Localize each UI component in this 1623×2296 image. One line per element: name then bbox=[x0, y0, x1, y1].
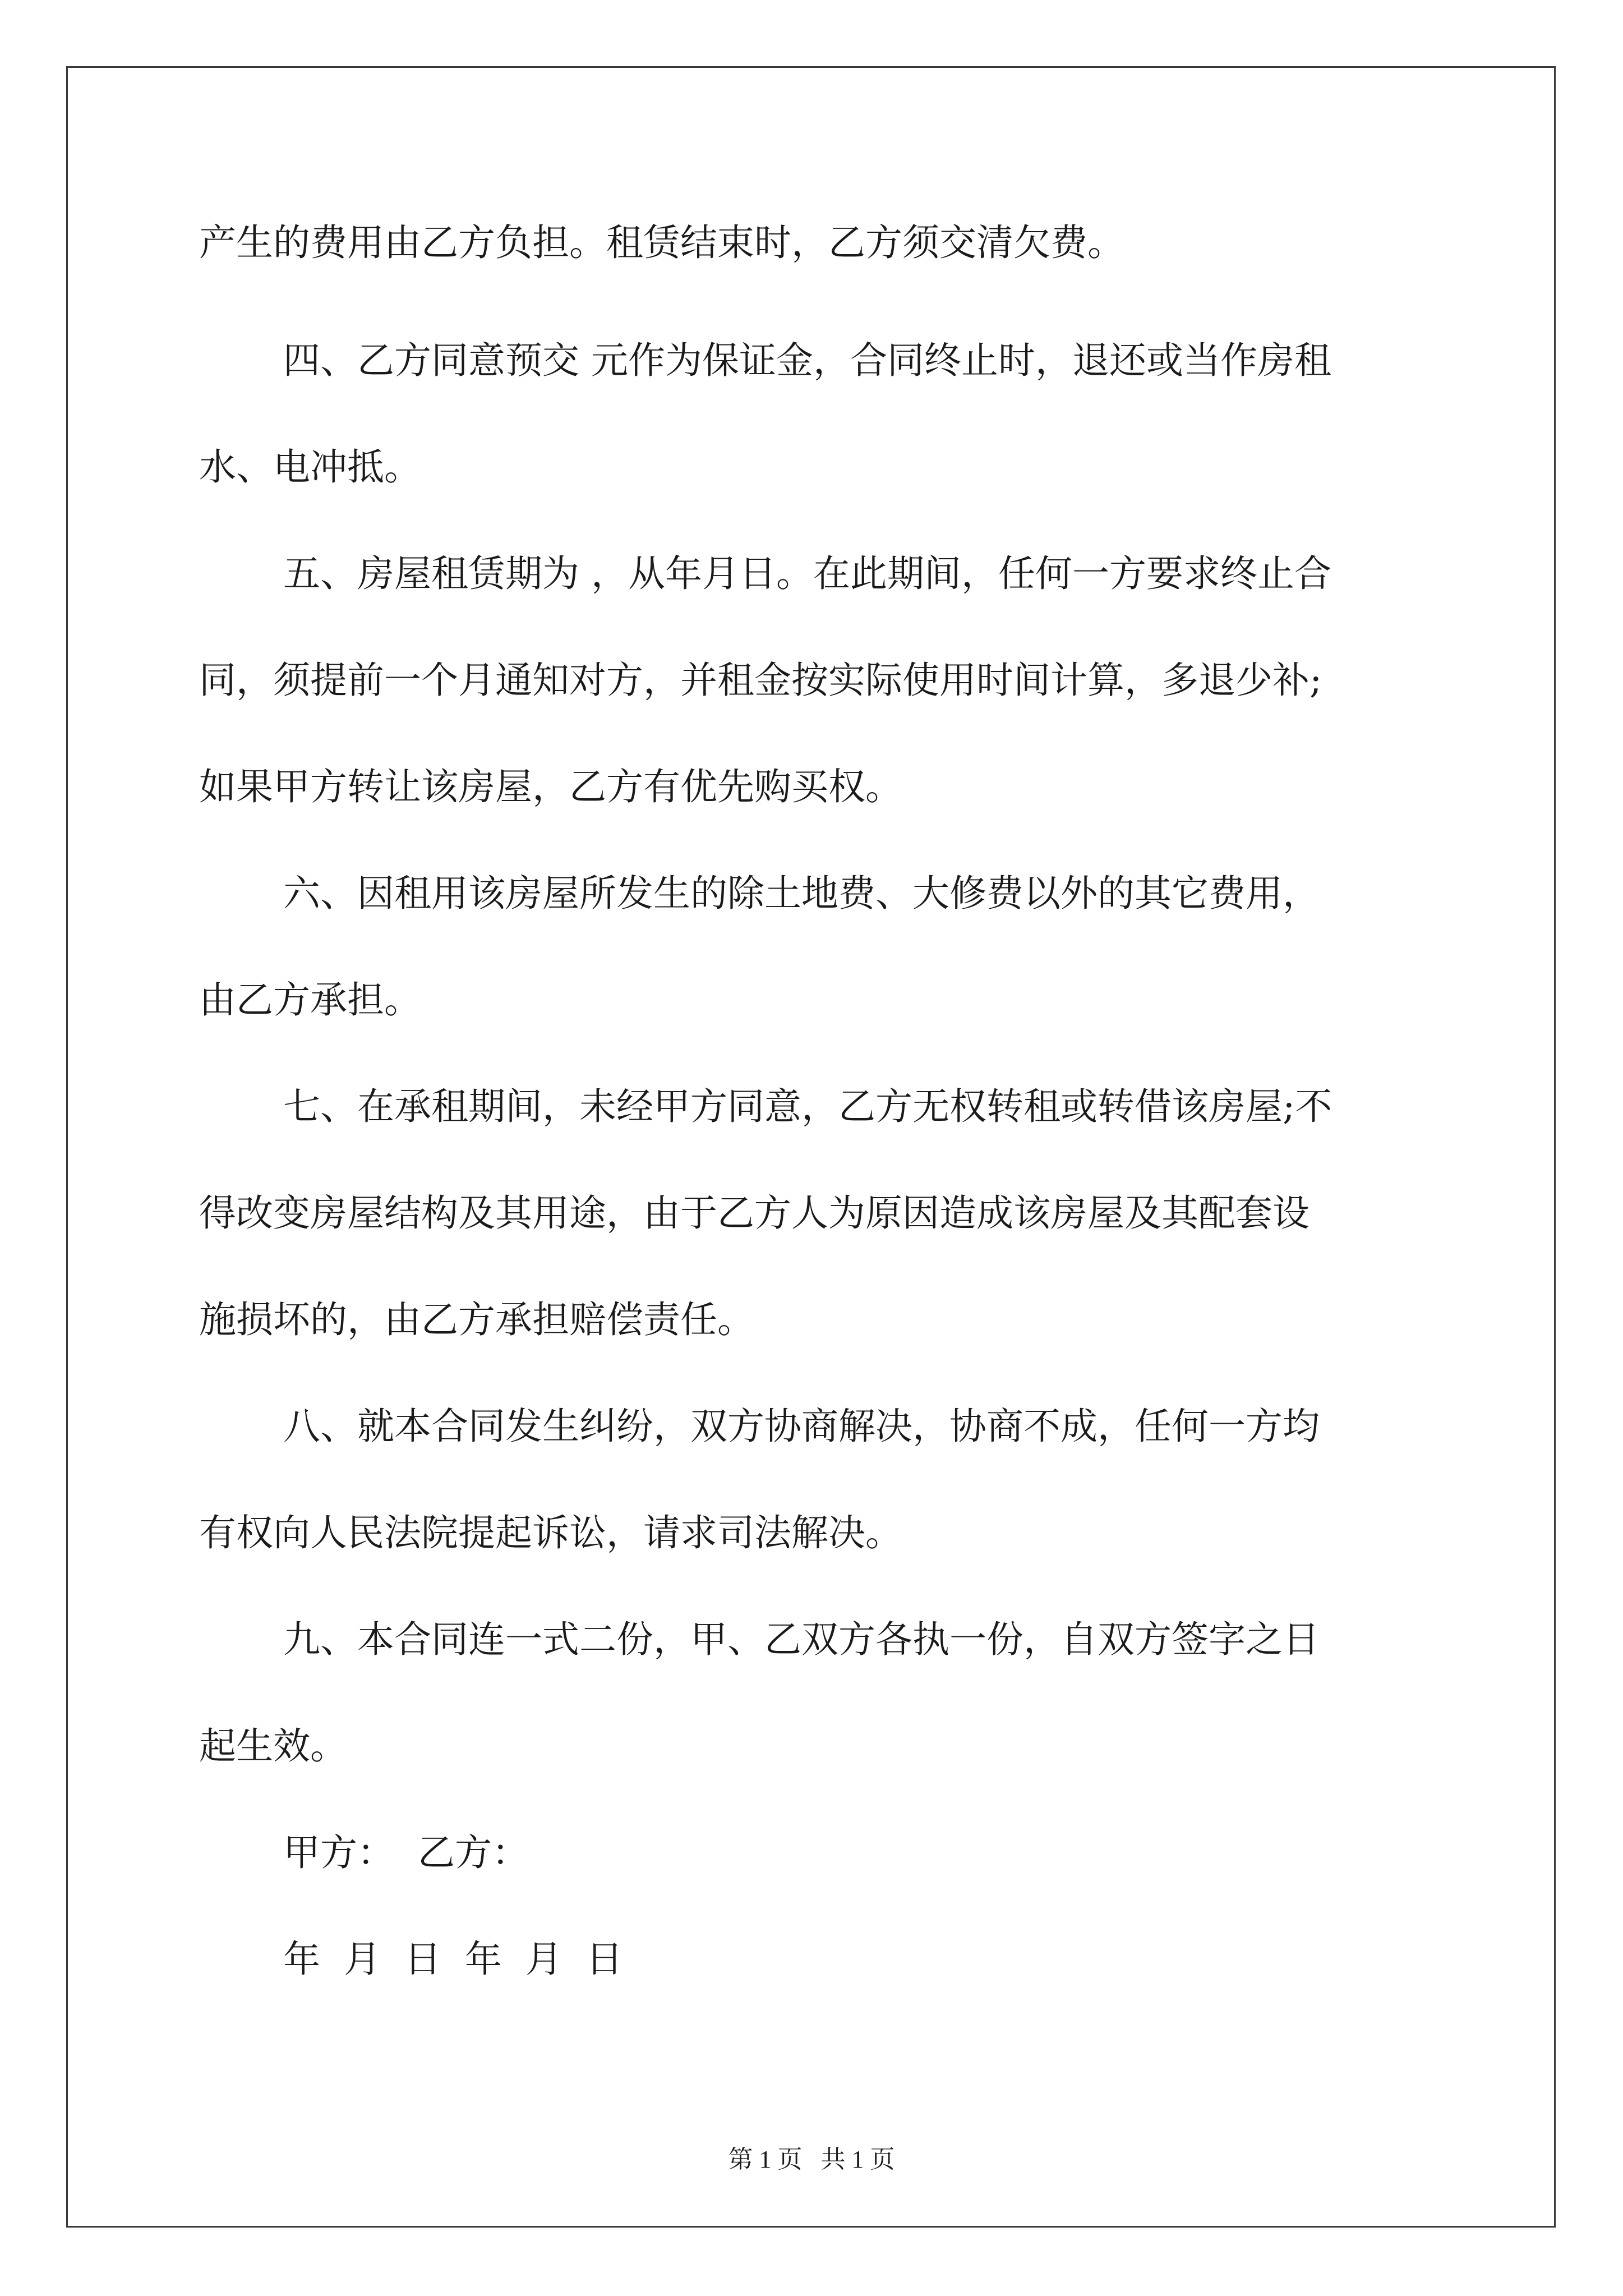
clause-7-line-1: 七、在承租期间，未经甲方同意，乙方无权转租或转借该房屋;不 bbox=[283, 1085, 1332, 1128]
clause-9-line-1: 九、本合同连一式二份，甲、乙双方各执一份，自双方签字之日 bbox=[283, 1618, 1320, 1661]
clause-4-line-1: 四、乙方同意预交 元作为保证金，合同终止时，退还或当作房租 bbox=[283, 339, 1331, 382]
signature-dates: 年 月 日 年 月 日 bbox=[283, 1938, 623, 1981]
page-border bbox=[66, 66, 1556, 2228]
clause-7-line-3: 施损坏的，由乙方承担赔偿责任。 bbox=[199, 1298, 754, 1341]
clause-8-line-2: 有权向人民法院提起诉讼，请求司法解决。 bbox=[199, 1511, 902, 1554]
clause-4-line-2: 水、电冲抵。 bbox=[199, 445, 421, 489]
signature-parties: 甲方： 乙方： bbox=[283, 1831, 529, 1874]
contract-line-1: 产生的费用由乙方负担。租赁结束时，乙方须交清欠费。 bbox=[199, 221, 1124, 264]
clause-6-line-2: 由乙方承担。 bbox=[199, 978, 421, 1022]
clause-6-line-1: 六、因租用该房屋所发生的除土地费、大修费以外的其它费用， bbox=[283, 872, 1320, 915]
clause-5-line-1: 五、房屋租赁期为 ，从年月日。在此期间，任何一方要求终止合 bbox=[283, 552, 1331, 595]
clause-9-line-2: 起生效。 bbox=[199, 1724, 347, 1768]
clause-7-line-2: 得改变房屋结构及其用途，由于乙方人为原因造成该房屋及其配套设 bbox=[199, 1191, 1310, 1235]
page-footer: 第 1 页 共 1 页 bbox=[728, 2146, 895, 2173]
clause-8-line-1: 八、就本合同发生纠纷，双方协商解决，协商不成，任何一方均 bbox=[283, 1405, 1320, 1448]
clause-5-line-2: 同，须提前一个月通知对方，并租金按实际使用时间计算，多退少补; bbox=[199, 659, 1322, 702]
clause-5-line-3: 如果甲方转让该房屋，乙方有优先购买权。 bbox=[199, 765, 902, 808]
